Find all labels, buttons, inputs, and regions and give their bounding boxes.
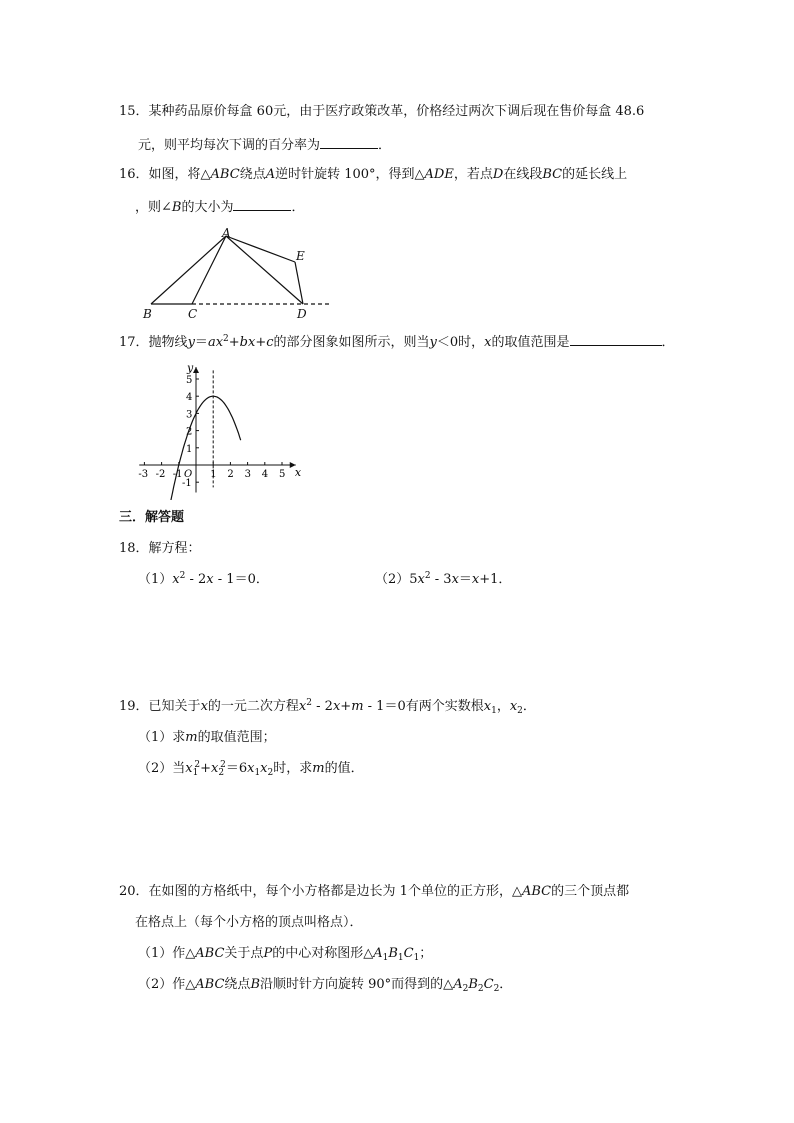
q19-part2-x1: x [185, 761, 193, 776]
q16-segment-ae [226, 236, 295, 262]
x-tick-label: 1 [210, 469, 217, 480]
q20-part2-a: A [453, 977, 463, 992]
q16-text-a: 如图，将△ [148, 167, 211, 182]
q20-part1-c: C [403, 946, 414, 961]
q15-number: 15． [119, 104, 149, 119]
q20-part1-b-sub: 1 [397, 953, 404, 963]
q16-label-e: E [296, 249, 305, 263]
q19-eq-m: m [351, 699, 364, 714]
q19-root-x1: x [483, 699, 492, 714]
q20-part2-triangle: ABC [195, 977, 225, 992]
q19-part2-x1-sub: 1 [192, 768, 199, 778]
section-3-title: 三．解答题 [119, 510, 185, 525]
q20-part2-a-sub: 2 [462, 984, 469, 994]
q19-period: ． [522, 699, 536, 714]
origin-label: O [184, 469, 193, 480]
q18-line1 [119, 540, 201, 558]
q19-part2-x2-square: 2 [220, 760, 226, 770]
q16-label-b: B [143, 307, 152, 321]
q16-angle-b: B [171, 200, 182, 215]
q16-text-f: 的延长线上 [562, 167, 628, 182]
q16-triangle-ade: ADE [424, 167, 454, 182]
q17-eq-equals: ＝ [194, 335, 208, 350]
q17-text-d: 的取值范围是 [491, 335, 570, 350]
q20-part1-c-sub: 1 [413, 953, 420, 963]
q20-part1-label: （1）作△ [138, 946, 196, 961]
q17-number: 17． [119, 335, 149, 350]
q20-part2-c-sub: 2 [493, 984, 500, 994]
q17-period: ． [661, 335, 675, 350]
q18-part2-label: （2）5 [375, 572, 418, 587]
q16-segment-ad [226, 236, 303, 304]
x-tick-label: 3 [244, 469, 251, 480]
x-tick-label: -1 [172, 469, 183, 480]
q19-eq-x: x [298, 699, 307, 714]
q17-eq-c: c [266, 335, 274, 350]
q19-part2-text: 时，求 [273, 761, 313, 776]
y-axis-arrow [193, 367, 199, 373]
q20-text-b: 的三个顶点都 [551, 884, 630, 899]
q15-answer-blank [320, 135, 378, 149]
q18-part2-x: x [417, 572, 425, 587]
q18-part2-minus3: - 3 [430, 572, 452, 587]
q17-cond-x: x [484, 335, 492, 350]
y-axis-label: y [187, 361, 194, 375]
q18-part1-rest: - 1＝0． [213, 572, 269, 587]
q16-text-b: 绕点 [239, 167, 266, 182]
q17-eq-plus-1: + [228, 335, 240, 350]
q19-line1 [119, 698, 536, 716]
q20-text-a: 在如图的方格纸中，每个小方格都是边长为 1个单位的正方形，△ [148, 884, 522, 899]
q19-eq-plus: + [340, 699, 352, 714]
q20-part1-a: A [373, 946, 383, 961]
q18-part1-x2: x [206, 572, 214, 587]
q17-eq-y: y [187, 335, 195, 350]
q15-period: ． [378, 138, 392, 153]
q20-part1-a-sub: 1 [382, 953, 389, 963]
q18-part2-equals: ＝ [458, 572, 472, 587]
q16-answer-blank [233, 197, 291, 211]
q19-part2-end: 的值． [324, 761, 364, 776]
q19-eq-x2: x [332, 699, 341, 714]
x-tick-label: 2 [227, 469, 234, 480]
y-tick-label: 5 [186, 375, 193, 386]
q17-text-c: ＜0时， [436, 335, 485, 350]
y-tick-label: 2 [186, 426, 193, 438]
y-tick-label: 1 [186, 443, 193, 455]
q15-line1 [119, 103, 644, 121]
q17-eq-square: 2 [223, 334, 229, 344]
q19-part2-x2: x [211, 761, 219, 776]
q18-part1-square: 2 [179, 571, 186, 581]
y-tick-label: 4 [186, 392, 193, 404]
q15-line2 [138, 135, 391, 155]
q20-part1-text-c: 的中心对称图形△ [272, 946, 374, 961]
q15-text-2: 元，则平均每次下调的百分率为 [138, 138, 321, 153]
q17-text-a: 抛物线 [148, 335, 188, 350]
q16-segment-ab [151, 236, 226, 304]
x-tick-label: -3 [138, 469, 149, 480]
q16-triangle-abc: ABC [210, 167, 240, 182]
q19-root-x2-sub: 2 [517, 706, 523, 716]
q16-segment-bc: BC [542, 167, 563, 182]
q19-eq-rest: - 1＝0 [363, 699, 406, 714]
q19-text-c: 有两个实数根 [405, 699, 484, 714]
q19-part2-x4: x [260, 761, 268, 776]
q17-cond-y: y [429, 335, 437, 350]
q20-part1-point-p: P [263, 946, 273, 961]
q16-point-d: D [492, 167, 504, 182]
q19-text-a: 已知关于 [148, 699, 201, 714]
q20-part1-text-b: 关于点 [224, 946, 264, 961]
q19-root-x1-sub: 1 [491, 706, 497, 716]
q16-label-c: C [188, 307, 198, 321]
y-tick-label: 3 [186, 409, 193, 421]
q20-number: 20． [119, 884, 149, 899]
q17-parabola-graph [130, 360, 305, 500]
q18-part1-label: （1） [138, 572, 173, 587]
q19-root-x2: x [509, 699, 518, 714]
parabola-curve [170, 396, 241, 500]
q19-part2 [138, 760, 364, 778]
q18-number: 18． [119, 541, 149, 556]
q19-part2-x3: x [247, 761, 255, 776]
q18-part2-square: 2 [424, 571, 431, 581]
q19-part2-m: m [312, 761, 325, 776]
q20-triangle-abc: ABC [521, 884, 552, 899]
q20-part2-end: ． [499, 977, 513, 992]
q19-part1 [138, 729, 276, 747]
q20-part1-b: B [388, 946, 398, 961]
q20-text-c: 在格点上（每个小方格的顶点叫格点）． [135, 915, 363, 930]
q18-part2 [375, 571, 511, 589]
q19-part2-label: （2）当 [138, 761, 186, 776]
q16-text-c: 逆时针旋转 100°，得到△ [275, 167, 425, 182]
q19-text-b: 的一元二次方程 [207, 699, 299, 714]
q16-label-a: A [222, 226, 231, 240]
q20-part1 [138, 945, 432, 963]
q15-text-1: 某种药品原价每盒 60元，由于医疗政策改革，价格经过两次下调后现在售价每盒 48.6 [148, 104, 645, 119]
q17-eq-plus-2: + [255, 335, 267, 350]
q16-figure [138, 226, 338, 322]
q20-part2-c: C [483, 977, 494, 992]
q19-part2-x2-sub: 2 [218, 768, 225, 778]
q20-part2-b: B [468, 977, 478, 992]
q19-part2-equals: ＝6 [225, 761, 248, 776]
q19-part1-label: （1）求 [138, 730, 186, 745]
x-tick-label: -2 [155, 469, 166, 480]
x-tick-label: 4 [261, 469, 269, 480]
q20-part2-text-c: 沿顺时针方向旋转 90°而得到的△ [260, 977, 454, 992]
q18-part2-x2: x [451, 572, 459, 587]
q17-eq-ax: ax [207, 335, 224, 350]
q19-part1-m: m [185, 730, 198, 745]
q20-part1-end: ； [419, 946, 433, 961]
q18-part1 [138, 571, 269, 589]
q18-part1-minus2: - 2 [185, 572, 207, 587]
q17-eq-bx: bx [239, 335, 256, 350]
q16-line1 [119, 166, 627, 184]
q18-part1-x: x [172, 572, 180, 587]
y-tick-label: -1 [182, 478, 192, 490]
q19-eq-minus2: - 2 [312, 699, 333, 714]
x-tick-label: 5 [279, 469, 286, 480]
q20-line2 [135, 914, 363, 932]
q19-eq-square: 2 [306, 698, 312, 708]
q19-comma: ， [496, 699, 510, 714]
q16-text-e: 在线段 [503, 167, 543, 182]
q16-label-d: D [297, 307, 307, 321]
q17-text-b: 的部分图象如图所示，则当 [273, 335, 430, 350]
q20-part2-label: （2）作△ [138, 977, 196, 992]
q16-number: 16． [119, 167, 149, 182]
q18-title: 解方程： [148, 541, 201, 556]
q19-var-x: x [200, 699, 208, 714]
q20-part2 [138, 976, 512, 994]
q20-part1-triangle: ABC [195, 946, 225, 961]
q20-line1 [119, 883, 629, 901]
q16-text-d: ，若点 [453, 167, 493, 182]
q18-part2-rest: +1． [479, 572, 512, 587]
q19-part2-x1-square: 2 [194, 760, 201, 770]
q19-part2-x4-sub: 2 [267, 768, 274, 778]
q16-text-h: 的大小为 [181, 200, 234, 215]
q16-segment-ac [192, 236, 226, 304]
q19-part2-x3-sub: 1 [254, 768, 261, 778]
q16-period: ． [291, 200, 305, 215]
x-axis-label: x [294, 466, 302, 479]
q18-part2-x3: x [471, 572, 480, 587]
q17-answer-blank [570, 332, 662, 346]
q20-part2-b-sub: 2 [477, 984, 484, 994]
q19-part1-rest: 的取值范围； [197, 730, 276, 745]
q17-line1 [119, 332, 675, 352]
q20-part2-text-b: 绕点 [224, 977, 251, 992]
q16-text-g: ，则∠ [135, 200, 172, 215]
q19-number: 19． [119, 699, 149, 714]
q16-line2 [135, 197, 305, 217]
q19-part2-plus: + [200, 761, 211, 776]
q16-point-a: A [265, 167, 276, 182]
q20-part2-point-b: B [250, 977, 260, 992]
